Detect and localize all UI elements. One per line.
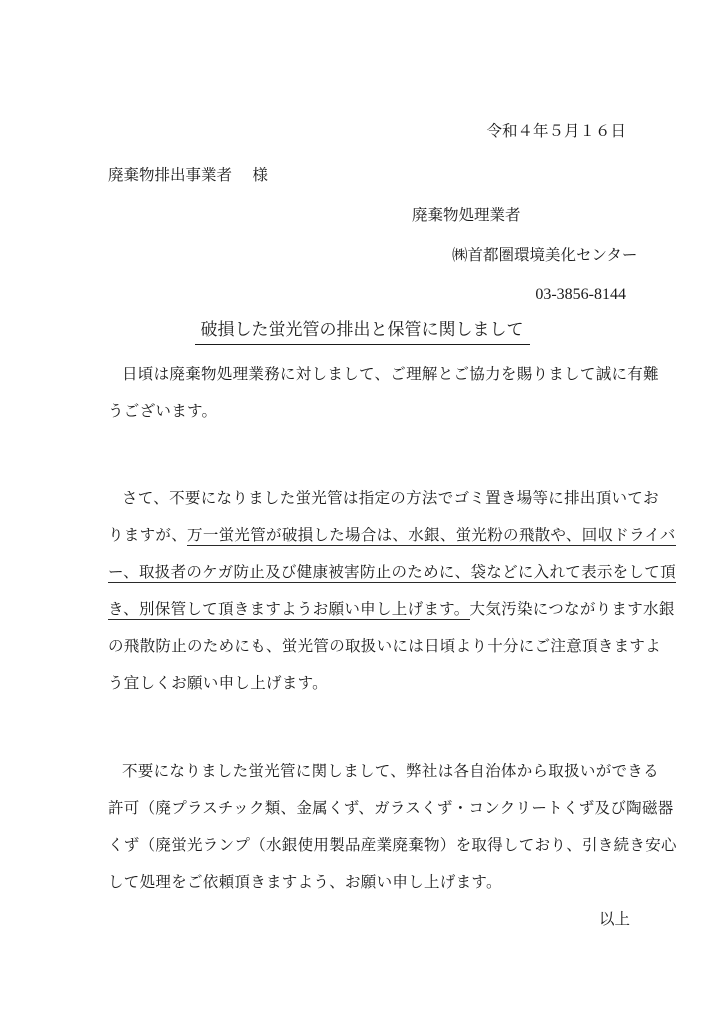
paragraph3-line: くず（廃蛍光ランプ（水銀使用製品産業廃棄物）を取得しており、引き続き安心	[108, 836, 677, 854]
paragraph2-line: さて、不要になりました蛍光管は指定の方法でゴミ置き場等に排出頂いてお	[122, 489, 659, 507]
paragraph3-line: 許可（廃プラスチック類、金属くず、ガラスくず・コンクリートくず及び陶磁器	[108, 799, 674, 817]
paragraph3-line: 不要になりました蛍光管に関しまして、弊社は各自治体から取扱いができる	[122, 762, 659, 780]
paragraph1-line: 日頃は廃棄物処理業務に対しまして、ご理解とご協力を賜りまして誠に有難	[122, 365, 659, 383]
sender-company: ㈱首都圏環境美化センター	[452, 246, 638, 264]
paragraph2-line	[108, 524, 676, 546]
sender-role: 廃棄物処理業者	[412, 206, 521, 224]
letter-title-text: 破損した蛍光管の排出と保管に関しまして	[195, 318, 530, 345]
paragraph2-line	[108, 561, 676, 583]
paragraph2-underlined-text: き、別保管して頂きますようお願い申し上げます。	[108, 600, 470, 618]
letter-title	[0, 318, 724, 345]
sender-phone: 03-3856-8144	[535, 286, 626, 303]
paragraph2-underlined-text: 万一蛍光管が破損した場合は、水銀、蛍光粉の飛散や、回収ドライバ	[187, 526, 676, 544]
paragraph2-text: りますが、	[108, 526, 188, 544]
paragraph2-line: の飛散防止のためにも、蛍光管の取扱いには日頃より十分にご注意頂きますよ	[108, 637, 662, 655]
paragraph2-underlined-text: ー、取扱者のケガ防止及び健康被害防止のために、袋などに入れて表示をして頂	[108, 563, 676, 581]
paragraph3-line: して処理をご依頼頂きますよう、お願い申し上げます。	[108, 873, 502, 891]
paragraph1-line: うございます。	[108, 402, 218, 420]
closing-mark: 以上	[598, 910, 630, 928]
letter-date: 令和４年５月１６日	[486, 122, 626, 140]
paragraph2-line	[108, 598, 675, 620]
paragraph2-text: 大気汚染につながります水銀	[469, 600, 675, 618]
addressee: 廃棄物排出事業者 様	[108, 166, 268, 184]
paragraph2-line: う宜しくお願い申し上げます。	[108, 674, 328, 692]
